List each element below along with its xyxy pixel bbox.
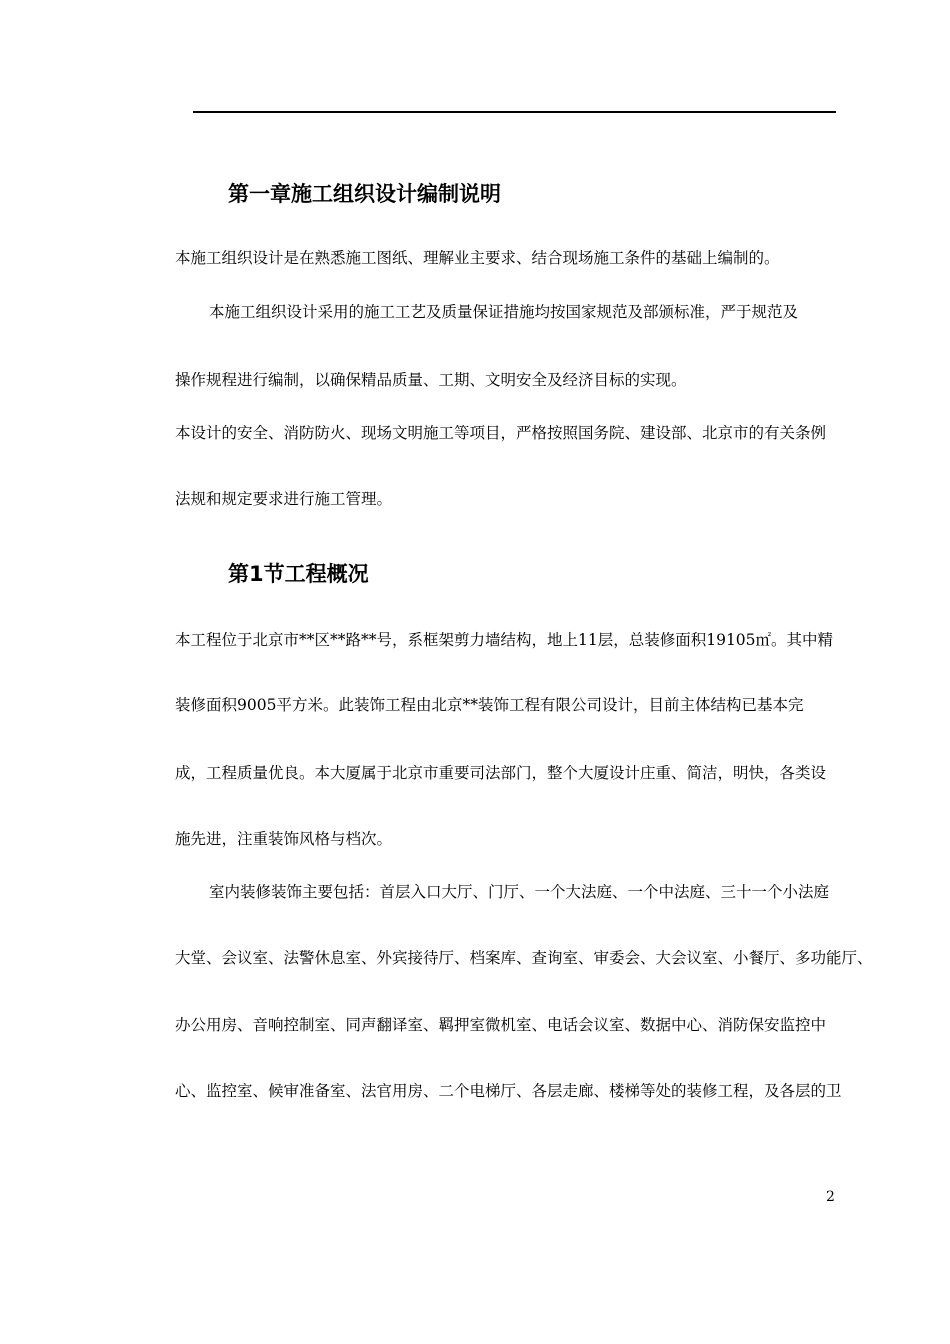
section-paragraph-1-line-1: 本工程位于北京市**区**路**号，系框架剪力墙结构，地上11层，总装修面积19105㎡。其中精 <box>175 631 834 649</box>
section-title: 第1节工程概况 <box>228 562 369 586</box>
section-paragraph-2-line-2: 大堂、会议室、法警休息室、外宾接待厅、档案库、查询室、审委会、大会议室、小餐厅、多功能厅、 <box>175 949 873 967</box>
chapter-paragraph-2-line-2: 操作规程进行编制，以确保精品质量、工期、文明安全及经济目标的实现。 <box>175 371 687 389</box>
chapter-paragraph-3-line-2: 法规和规定要求进行施工管理。 <box>175 490 393 508</box>
header-rule <box>193 111 836 113</box>
chapter-paragraph-1: 本施工组织设计是在熟悉施工图纸、理解业主要求、结合现场施工条件的基础上编制的。 <box>175 249 780 267</box>
chapter-paragraph-3-line-1: 本设计的安全、消防防火、现场文明施工等项目，严格按照国务院、建设部、北京市的有关条例 <box>175 424 827 442</box>
section-paragraph-2-line-1: 室内装修装饰主要包括：首层入口大厅、门厅、一个大法庭、一个中法庭、三十一个小法庭 <box>209 883 830 901</box>
chapter-title: 第一章施工组织设计编制说明 <box>228 182 501 206</box>
section-paragraph-2-line-4: 心、监控室、候审准备室、法官用房、二个电梯厅、各层走廊、楼梯等处的装修工程，及各层的卫 <box>175 1082 842 1100</box>
section-paragraph-2-line-3: 办公用房、音响控制室、同声翻译室、羁押室微机室、电话会议室、数据中心、消防保安监控中 <box>175 1016 827 1034</box>
section-paragraph-1-line-3: 成，工程质量优良。本大厦属于北京市重要司法部门，整个大厦设计庄重、简洁，明快，各类设 <box>175 764 827 782</box>
section-paragraph-1-line-2: 装修面积9005平方米。此装饰工程由北京**装饰工程有限公司设计，目前主体结构已基本完 <box>175 696 804 714</box>
section-paragraph-1-line-4: 施先进，注重装饰风格与档次。 <box>175 830 393 848</box>
page-number: 2 <box>826 1189 835 1205</box>
chapter-paragraph-2-line-1: 本施工组织设计采用的施工工艺及质量保证措施均按国家规范及部颁标准，严于规范及 <box>209 303 799 321</box>
